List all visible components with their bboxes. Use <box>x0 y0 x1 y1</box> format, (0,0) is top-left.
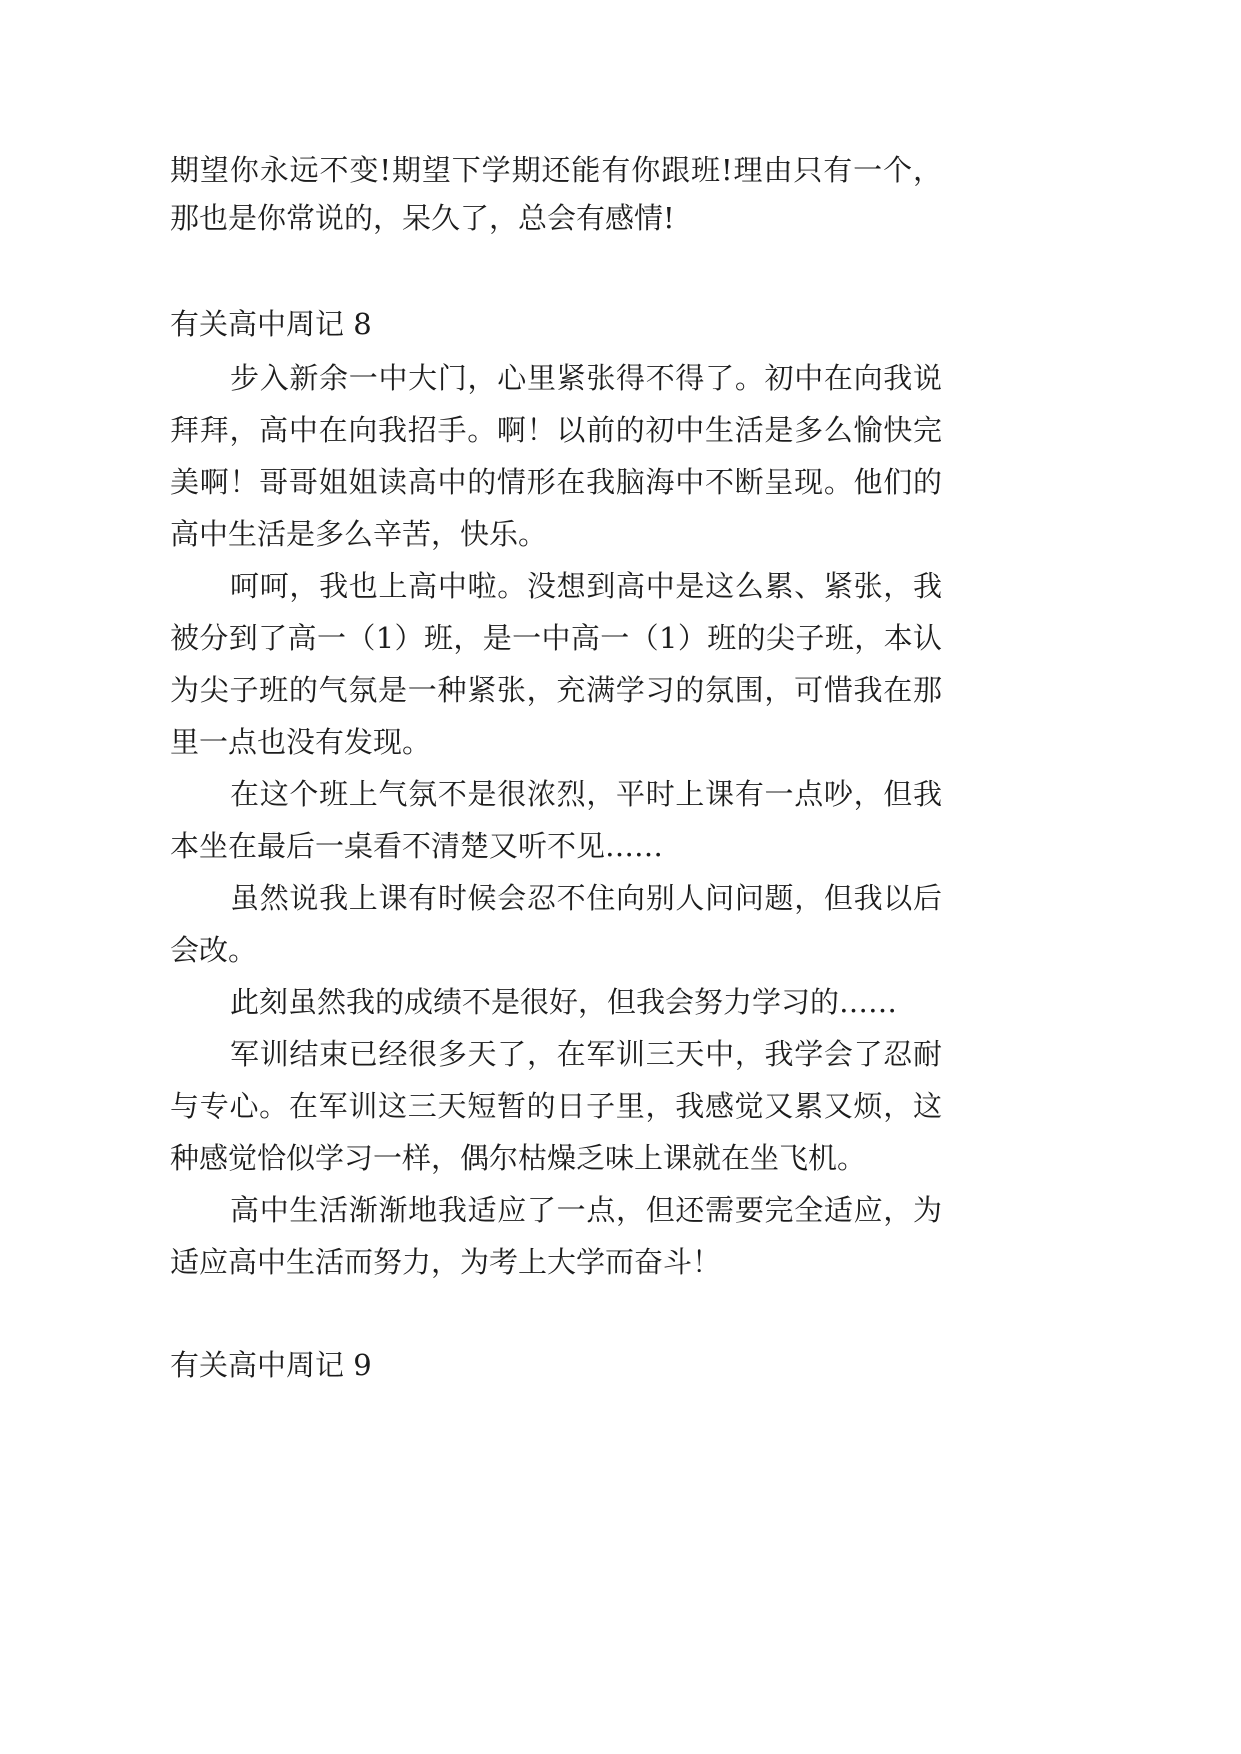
text-line: 步入新余一中大门，心里紧张得不得了。初中在向我说 <box>230 361 942 395</box>
text-line: 此刻虽然我的成绩不是很好，但我会努力学习的…… <box>230 985 898 1019</box>
section-title: 有关高中周记 8 <box>170 307 372 341</box>
text-line: 被分到了高一（1）班，是一中高一（1）班的尖子班，本认 <box>170 621 942 655</box>
text-line: 拜拜，高中在向我招手。啊！以前的初中生活是多么愉快完 <box>170 413 942 447</box>
text-line: 为尖子班的气氛是一种紧张，充满学习的氛围，可惜我在那 <box>170 673 942 707</box>
text-line: 那也是你常说的，呆久了，总会有感情! <box>170 201 675 235</box>
text-line: 在这个班上气氛不是很浓烈，平时上课有一点吵，但我 <box>230 777 942 811</box>
text-line: 高中生活渐渐地我适应了一点，但还需要完全适应，为 <box>230 1193 942 1227</box>
text-line: 与专心。在军训这三天短暂的日子里，我感觉又累又烦，这 <box>170 1089 942 1123</box>
text-line: 本坐在最后一桌看不清楚又听不见…… <box>170 829 664 863</box>
section-body <box>170 352 942 1288</box>
text-line: 虽然说我上课有时候会忍不住向别人问问题，但我以后 <box>230 881 942 915</box>
section-heading <box>170 1339 942 1391</box>
text-line: 种感觉恰似学习一样，偶尔枯燥乏味上课就在坐飞机。 <box>170 1141 867 1175</box>
continuation-paragraph <box>170 146 942 242</box>
text-line: 呵呵，我也上高中啦。没想到高中是这么累、紧张，我 <box>230 569 942 603</box>
text-line: 美啊！哥哥姐姐读高中的情形在我脑海中不断呈现。他们的 <box>170 465 942 499</box>
text-line: 会改。 <box>170 933 258 967</box>
text-line: 里一点也没有发现。 <box>170 725 432 759</box>
text-line: 期望你永远不变!期望下学期还能有你跟班!理由只有一个， <box>170 153 942 187</box>
text-line: 军训结束已经很多天了，在军训三天中，我学会了忍耐 <box>230 1037 942 1071</box>
text-line: 高中生活是多么辛苦，快乐。 <box>170 517 548 551</box>
text-line: 适应高中生活而努力，为考上大学而奋斗！ <box>170 1245 722 1279</box>
section-heading <box>170 298 942 350</box>
section-title: 有关高中周记 9 <box>170 1348 372 1382</box>
